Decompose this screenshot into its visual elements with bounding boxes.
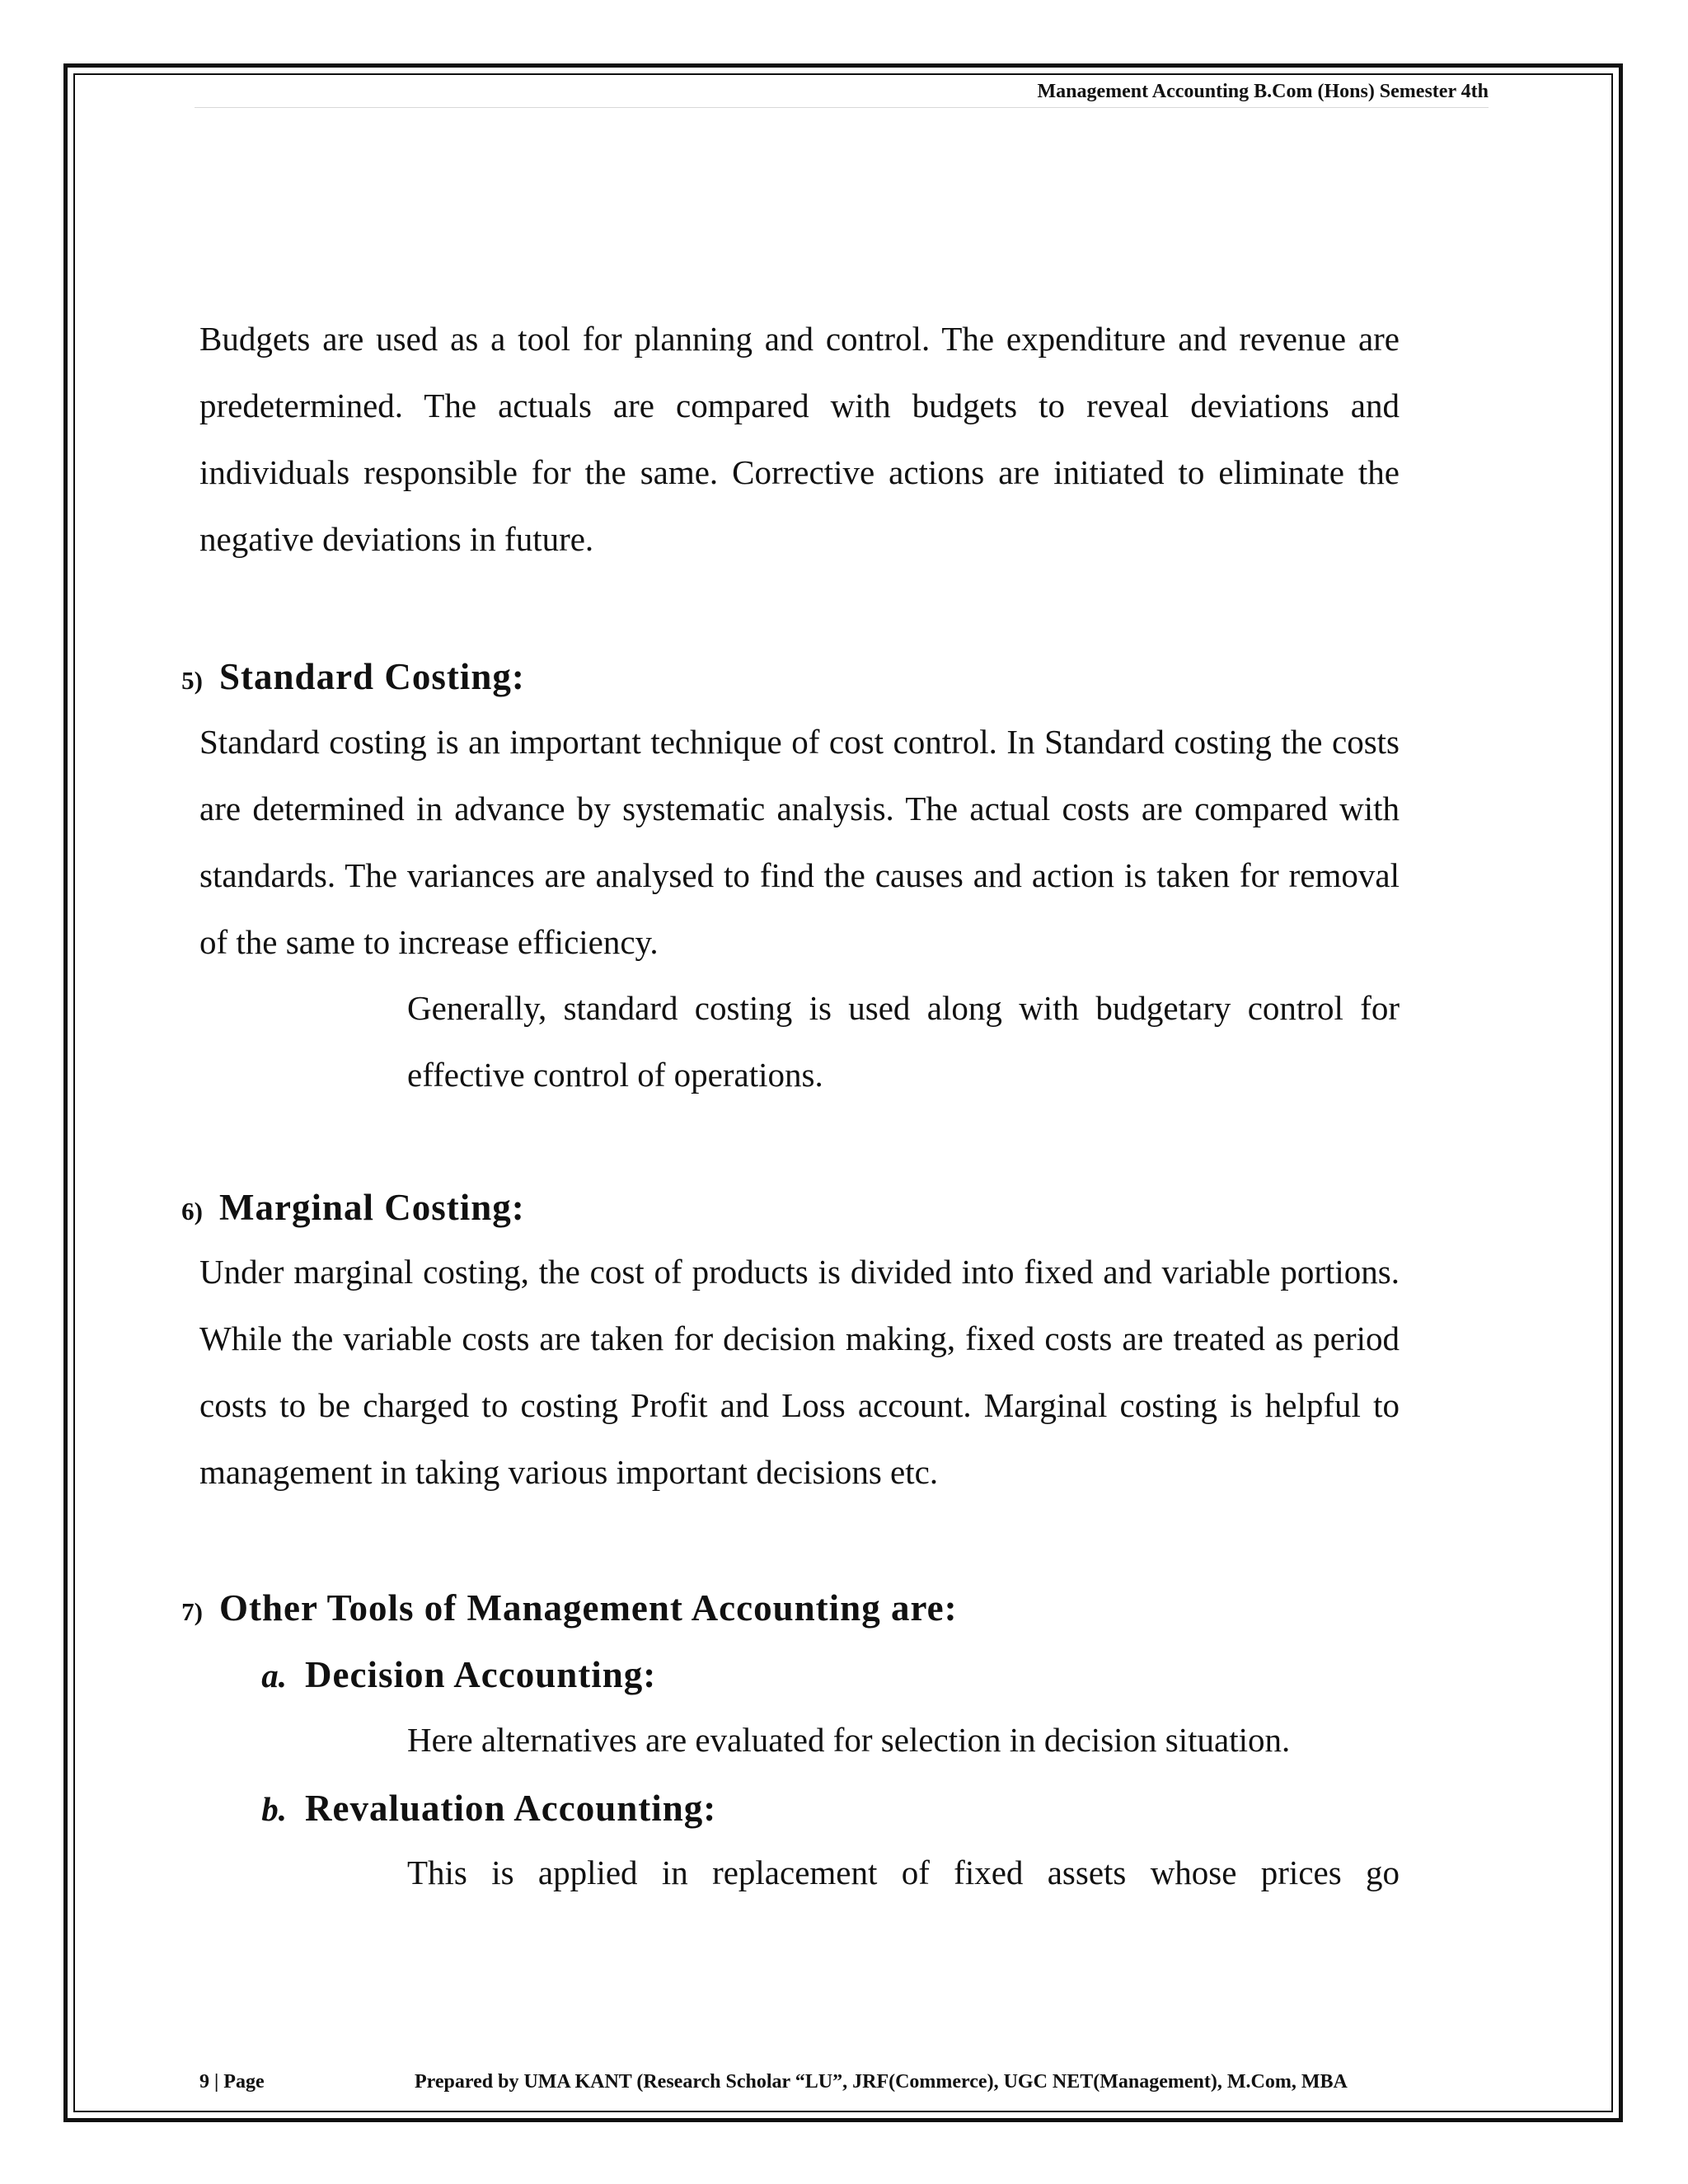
heading-number: 5) xyxy=(181,666,203,695)
paragraph-budgets: Budgets are used as a tool for planning and control. The expenditure and revenue are predetermined. The actuals are compared with budgets to reveal deviations and individuals responsible for the same. Corrective actions are initiated to eliminate the negative deviations in future. xyxy=(199,320,1400,558)
heading-title: Revaluation Accounting: xyxy=(305,1788,717,1829)
heading-number: 7) xyxy=(181,1597,203,1626)
heading-letter: a. xyxy=(261,1657,287,1694)
paragraph-standard-costing: Standard costing is an important technique of cost control. In Standard costing the costs are determined in advance by systematic analysis. The actual costs are compared with standards. The variances are analysed to find the causes and action is taken for removal of the same to increase efficiency. xyxy=(199,723,1400,961)
paragraph-standard-costing-indented: Generally, standard costing is used along with budgetary control for effective control of operations. xyxy=(407,989,1400,1094)
heading-decision-accounting xyxy=(246,1650,656,1700)
heading-other-tools xyxy=(153,1583,958,1637)
heading-title: Decision Accounting: xyxy=(305,1654,657,1695)
footer-page-number: 9 | Page xyxy=(199,2071,265,2093)
heading-revaluation-accounting xyxy=(246,1783,716,1834)
paragraph-decision-accounting: Here alternatives are evaluated for selection in decision situation. xyxy=(407,1721,1291,1759)
heading-marginal-costing xyxy=(153,1183,525,1236)
paragraph-marginal-costing: Under marginal costing, the cost of products is divided into fixed and variable portions. While the variable costs are taken for decision making, fixed costs are treated as period costs to be charged to costing Profit and Loss account. Marginal costing is helpful to management in taking various important decisions etc. xyxy=(199,1253,1400,1491)
heading-title: Standard Costing: xyxy=(219,656,525,697)
header-rule xyxy=(195,107,1489,108)
paragraph-revaluation-accounting: This is applied in replacement of fixed assets whose prices go xyxy=(407,1854,1400,1891)
heading-letter: b. xyxy=(261,1790,287,1828)
heading-title: Marginal Costing: xyxy=(219,1187,525,1228)
running-header: Management Accounting B.Com (Hons) Semester 4th xyxy=(1037,81,1489,102)
footer-prepared-by: Prepared by UMA KANT (Research Scholar “LU”, JRF(Commerce), UGC NET(Management), M.Com, MBA xyxy=(415,2071,1348,2093)
heading-title: Other Tools of Management Accounting are: xyxy=(219,1587,958,1629)
heading-number: 6) xyxy=(181,1197,203,1226)
heading-standard-costing xyxy=(153,652,525,705)
